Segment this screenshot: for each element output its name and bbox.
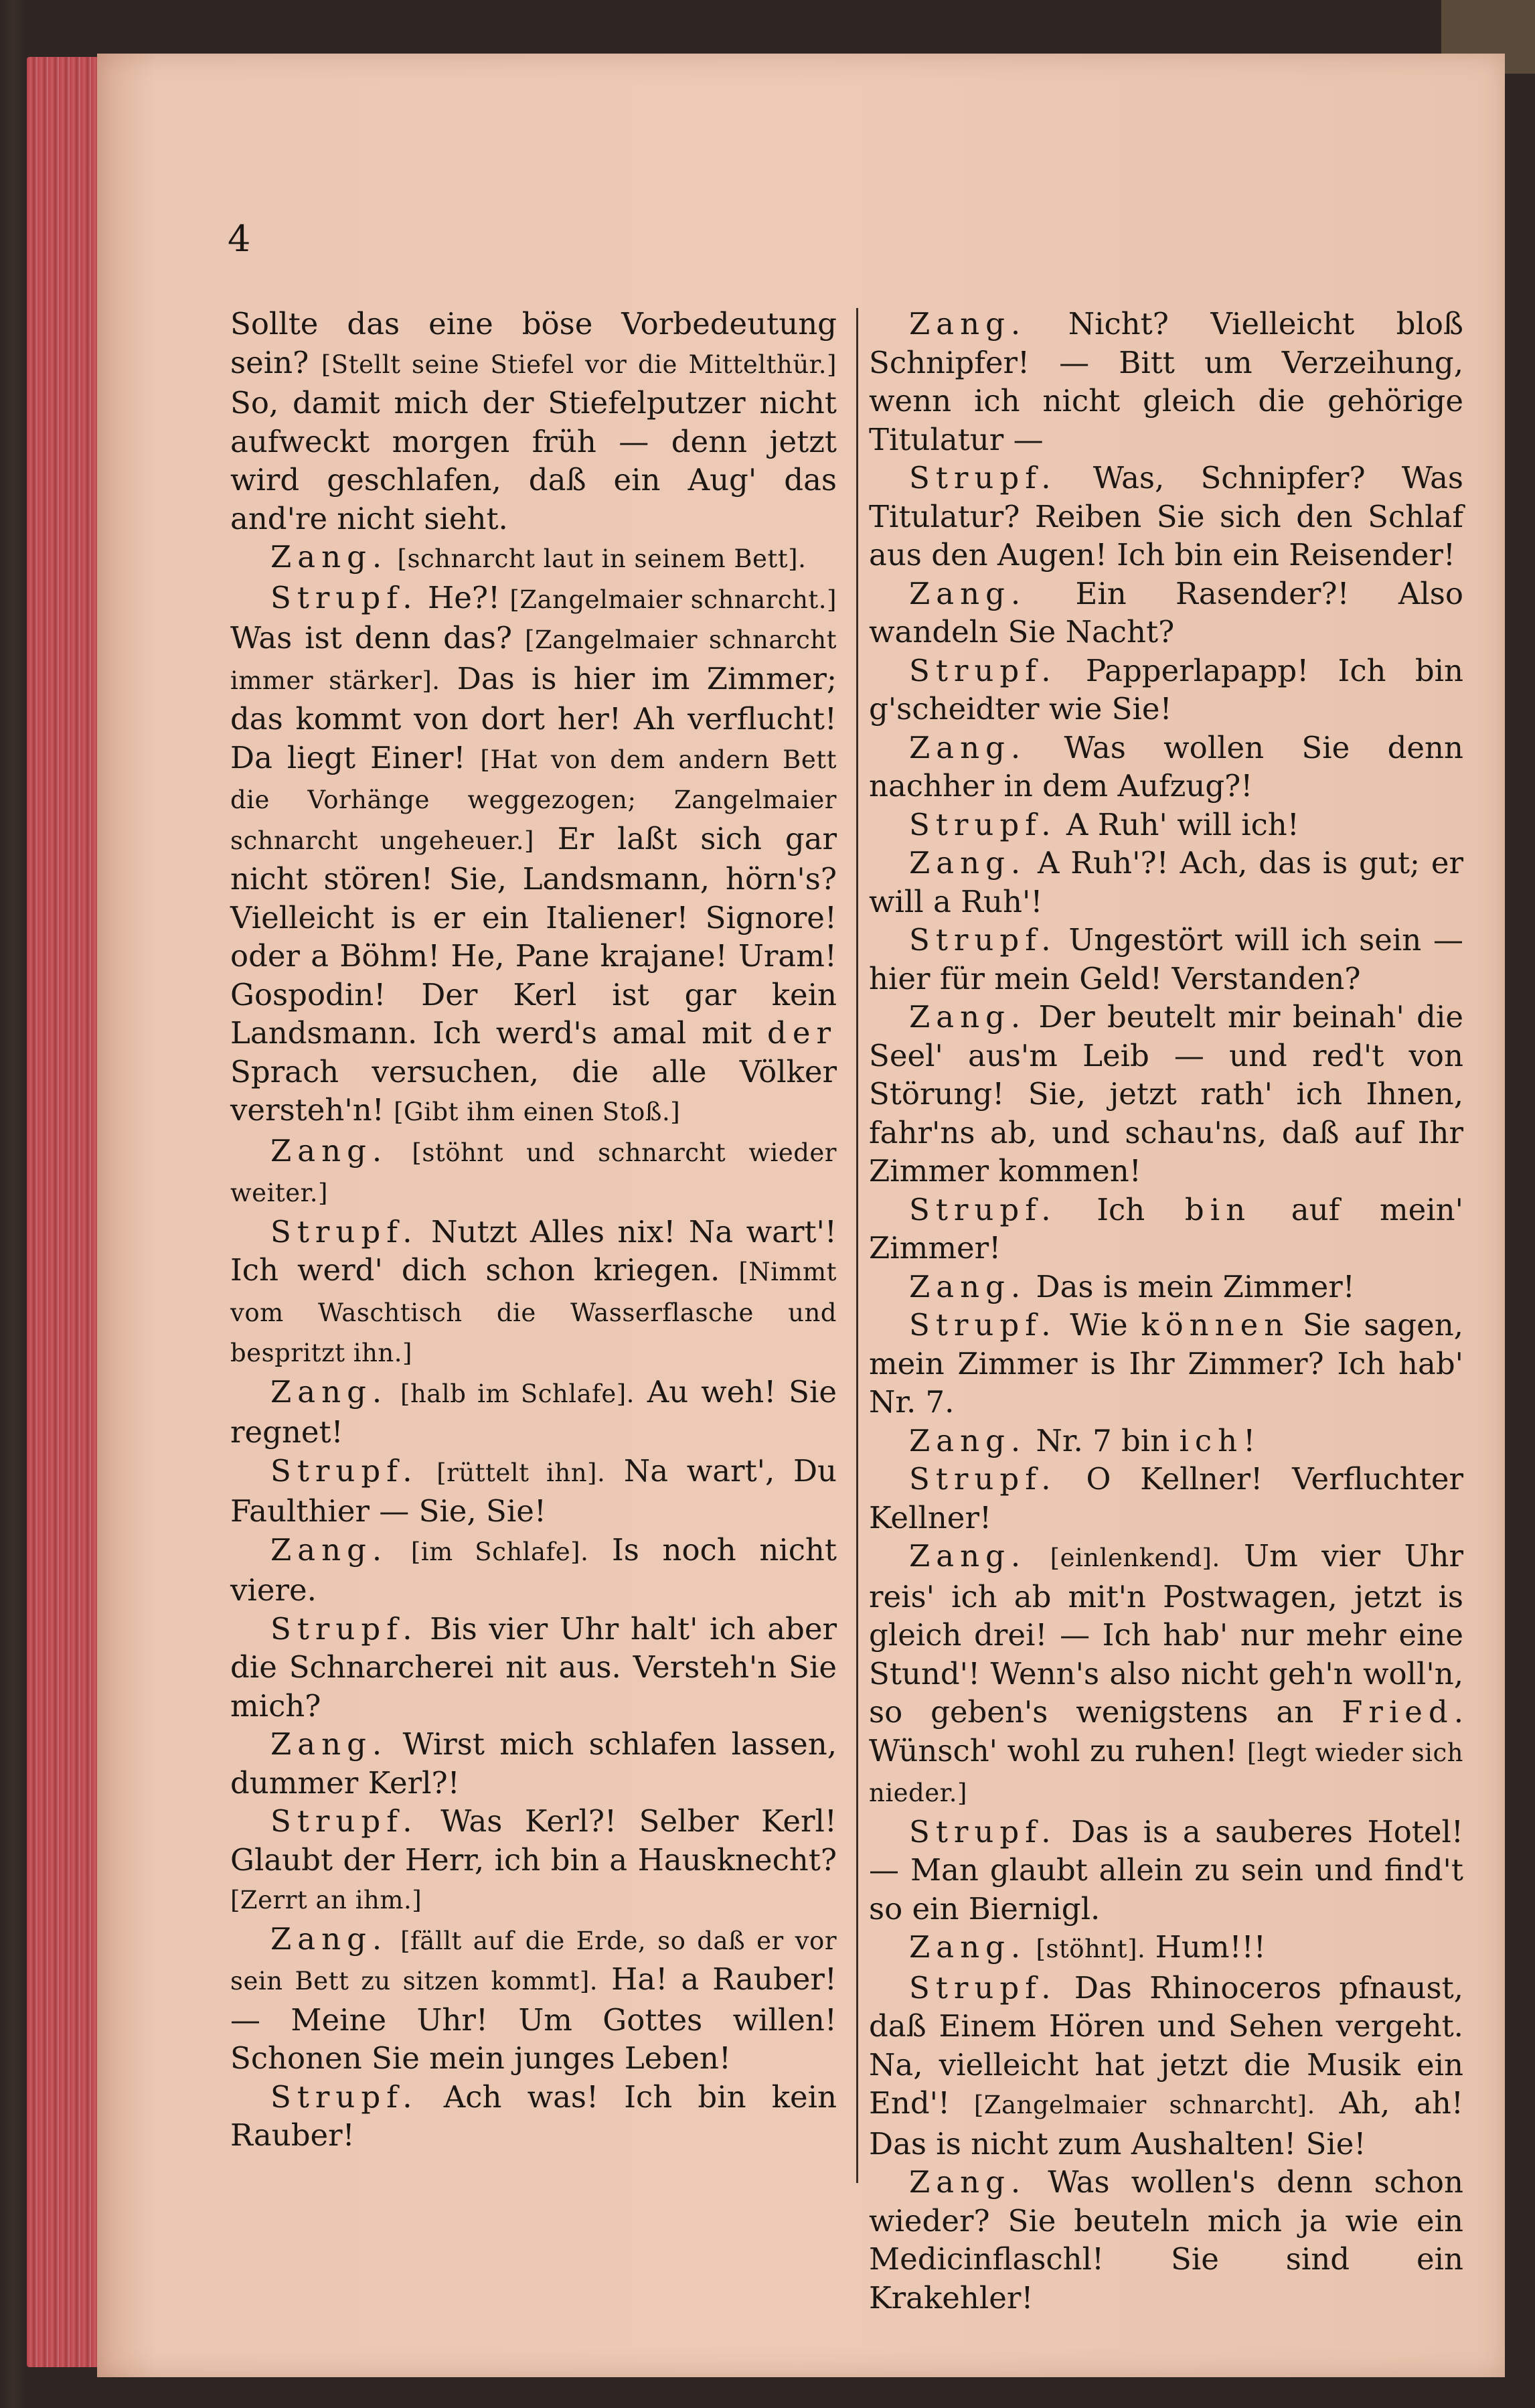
dialogue-text: Was wollen's denn schon wieder? Sie beuteln mich ja wie ein Medicinflaschl! Sie sind ein Krakehler! <box>869 2164 1463 2316</box>
speaker-name: Strupf. <box>909 1307 1057 1343</box>
stage-direction: [einlenkend]. <box>1050 1544 1220 1572</box>
dialogue-paragraph <box>869 1969 1463 2164</box>
dialogue-text: Ach was! Ich bin kein Rauber! <box>230 2079 837 2153</box>
stage-direction: [Gibt ihm einen Stoß.] <box>394 1098 681 1126</box>
dialogue-text: Was Kerl?! Selber Kerl! Glaubt der Herr, ich bin a Hausknecht? <box>230 1803 837 1878</box>
dialogue-paragraph <box>230 538 837 579</box>
dialogue-paragraph <box>230 2078 837 2155</box>
stage-direction: [stöhnt und schnarcht wieder weiter.] <box>230 1138 837 1207</box>
speaker-name: Strupf. <box>909 1813 1057 1850</box>
dialogue-text: Papperlapapp! Ich bin g'scheidter wie Sie! <box>869 652 1463 727</box>
dialogue-paragraph <box>869 1268 1463 1306</box>
speaker-name: Zang. <box>909 1538 1027 1574</box>
dialogue-text: Sie sagen, mein Zimmer is Ihr Zimmer? Ich hab' Nr. 7. <box>869 1307 1463 1420</box>
dialogue-text: Ha! a Rauber! — Meine Uhr! Um Gottes willen! Schonen Sie mein junges Leben! <box>230 1961 837 2076</box>
paragraph-text: Sollte das eine böse Vorbedeutung sein? <box>230 306 837 380</box>
dialogue-text: O Kellner! Verfluchter Kellner! <box>869 1461 1463 1535</box>
stage-direction: [legt wieder sich nieder.] <box>869 1738 1463 1807</box>
dialogue-text: A Ruh' will ich! <box>1066 806 1299 842</box>
stage-direction: [Hat von dem andern Bett die Vorhänge weggezogen; Zangelmaier schnarcht ungeheuer.] <box>230 745 837 855</box>
dialogue-paragraph <box>869 729 1463 806</box>
dialogue-text: Das is a sauberes Hotel! — Man glaubt allein zu sein und find't so ein Biernigl. <box>869 1813 1463 1927</box>
speaker-name: Strupf. <box>909 806 1057 842</box>
dialogue-text: Das is hier im Zimmer; das kommt von dort her! Ah verflucht! Da liegt Einer! <box>230 660 837 775</box>
dialogue-paragraph <box>869 652 1463 729</box>
stage-direction: [im Schlafe]. <box>410 1537 589 1566</box>
page-number: 4 <box>228 218 251 260</box>
speaker-name: Strupf. <box>909 1461 1057 1497</box>
dialogue-paragraph <box>230 579 837 1132</box>
dialogue-paragraph <box>230 1802 837 1920</box>
speaker-name: Strupf. <box>909 460 1057 496</box>
stage-direction: [stöhnt]. <box>1036 1935 1146 1963</box>
speaker-name: Strupf. <box>270 2079 418 2115</box>
dialogue-paragraph <box>230 1920 837 2078</box>
speaker-name: Strupf. <box>270 1213 418 1250</box>
dialogue-text: Das is mein Zimmer! <box>1036 1268 1355 1304</box>
dialogue-text: ! <box>1243 1422 1256 1458</box>
dialogue-paragraph <box>230 1213 837 1373</box>
dialogue-text: Ungestört will ich sein — hier für mein Geld! Verstanden? <box>869 922 1464 996</box>
dialogue-text: Der beutelt mir beinah' die Seel' aus'm Leib — und red't von Störung! Sie, jetzt rath' ich Ihnen, fahr'ns ab, und schau'ns, daß auf Ihr Zimmer kommen! <box>869 999 1463 1189</box>
stage-direction: [rüttelt ihn]. <box>436 1458 606 1487</box>
dialogue-text: Was ist denn das? <box>230 620 526 656</box>
dialogue-paragraph <box>230 1610 837 1726</box>
speaker-name: Zang. <box>909 306 1027 342</box>
dialogue-text: Was wollen Sie denn nachher in dem Aufzug?! <box>869 729 1464 804</box>
speaker-name: Zang. <box>270 1921 388 1957</box>
stage-direction: [schnarcht laut in seinem Bett]. <box>397 544 807 573</box>
dialogue-paragraph <box>869 1537 1463 1813</box>
dialogue-text: . Wünsch' wohl zu ruhen! <box>869 1694 1463 1769</box>
dialogue-text: Na wart', Du Faulthier — Sie, Sie! <box>230 1452 837 1529</box>
speaker-name: Strupf. <box>909 1969 1057 2006</box>
dialogue-text: A Ruh'?! Ach, das is gut; er will a Ruh'! <box>869 845 1464 919</box>
opening-paragraph <box>230 305 837 538</box>
dialogue-paragraph <box>869 459 1463 575</box>
speaker-name: Zang. <box>909 1422 1027 1458</box>
dialogue-text: Is noch nicht viere. <box>230 1531 837 1608</box>
dialogue-paragraph <box>869 844 1463 921</box>
dialogue-paragraph <box>230 1373 837 1452</box>
dialogue-text: Das Rhinoceros pfnaust, daß Einem Hören und Sehen vergeht. Na, vielleicht hat jetzt die Musik ein End'! <box>869 1969 1463 2121</box>
speaker-name: Zang. <box>909 1929 1027 1965</box>
dialogue-text: Nicht? Vielleicht bloß Schnipfer! — Bitt um Verzeihung, wenn ich nicht gleich die gehörige Titulatur — <box>869 306 1463 457</box>
dialogue-text: Hum!!! <box>1155 1929 1266 1965</box>
speaker-name: Strupf. <box>909 922 1057 958</box>
speaker-name: Zang. <box>270 1373 388 1410</box>
emphasized-text: Fried <box>1342 1694 1454 1730</box>
paragraph-text: So, damit mich der Stiefelputzer nicht aufweckt morgen früh — denn jetzt wird geschlafen, daß ein Aug' das and're nicht sieht. <box>230 385 837 536</box>
emphasized-text: können <box>1141 1307 1290 1343</box>
dialogue-text: Um vier Uhr reis' ich ab mit'n Postwagen, jetzt is gleich drei! — Ich hab' nur mehr eine Stund'! Wenn's also nicht geh'n woll'n, so geben's wenigstens an <box>869 1538 1463 1730</box>
dialogue-text: He?! <box>427 579 510 615</box>
dialogue-text: Was, Schnipfer? Was Titulatur? Reiben Sie sich den Schlaf aus den Augen! Ich bin ein Reisender! <box>869 460 1463 573</box>
dialogue-paragraph <box>869 1306 1463 1422</box>
dialogue-paragraph <box>869 998 1463 1191</box>
left-column <box>230 305 837 2155</box>
stage-direction: [Zangelmaier schnarcht.] <box>509 585 837 614</box>
dialogue-paragraph <box>869 575 1463 652</box>
right-column <box>869 305 1463 2317</box>
dialogue-paragraph <box>230 1531 837 1610</box>
dialogue-paragraph <box>869 1928 1463 1969</box>
dialogue-text: Sprach versuchen, die alle Völker versteh'n! <box>230 1053 837 1128</box>
dialogue-paragraph <box>869 1813 1463 1929</box>
dialogue-text: Au weh! Sie regnet! <box>230 1373 837 1450</box>
dialogue-text: Nutzt Alles nix! Na wart'! Ich werd' dich schon kriegen. <box>230 1213 837 1288</box>
stage-direction: [Zangelmaier schnarcht immer stärker]. <box>230 625 837 695</box>
dialogue-paragraph <box>869 921 1463 998</box>
emphasized-text: bin <box>1184 1191 1252 1227</box>
dialogue-paragraph <box>869 806 1463 844</box>
stage-direction: [Stellt seine Stiefel vor die Mittelthür.] <box>321 350 837 379</box>
stage-direction: [Zangelmaier schnarcht]. <box>973 2091 1315 2119</box>
stage-direction: [fällt auf die Erde, so daß er vor sein Bett zu sitzen kommt]. <box>230 1926 837 1996</box>
speaker-name: Zang. <box>270 1726 388 1762</box>
dialogue-text: Er laßt sich gar nicht stören! Sie, Landsmann, hörn's? Vielleicht is er ein Italiener! Signore! oder a Böhm! He, Pane krajane! Uram! Gospodin! Der Kerl ist gar kein Landsmann. Ich werd's amal mit <box>230 820 837 1051</box>
stage-direction: [halb im Schlafe]. <box>400 1379 635 1408</box>
speaker-name: Strupf. <box>270 1803 418 1839</box>
emphasized-text: der <box>767 1015 837 1051</box>
emphasized-text: ich <box>1179 1422 1244 1458</box>
speaker-name: Zang. <box>909 729 1027 765</box>
speaker-name: Zang. <box>270 539 388 575</box>
dialogue-text: Bis vier Uhr halt' ich aber die Schnarcherei nit aus. Versteh'n Sie mich? <box>230 1610 837 1724</box>
dialogue-paragraph <box>230 1132 837 1213</box>
page-edges <box>27 57 100 2367</box>
dialogue-text: Ah, ah! Das is nicht zum Aushalten! Sie! <box>869 2085 1463 2162</box>
speaker-name: Zang. <box>909 845 1027 881</box>
dialogue-paragraph <box>230 1725 837 1802</box>
speaker-name: Strupf. <box>270 1452 418 1489</box>
stage-direction: [Zerrt an ihm.] <box>230 1886 422 1914</box>
speaker-name: Strupf. <box>270 579 418 615</box>
dialogue-text: Ein Rasender?! Also wandeln Sie Nacht? <box>869 575 1463 650</box>
dialogue-paragraph <box>869 1422 1463 1460</box>
dialogue-text: Ich <box>1097 1191 1185 1227</box>
dialogue-paragraph <box>869 2163 1463 2317</box>
dialogue-paragraph <box>230 1452 837 1531</box>
dialogue-paragraph <box>869 1191 1463 1268</box>
speaker-name: Zang. <box>909 2164 1027 2200</box>
speaker-name: Zang. <box>270 1132 388 1169</box>
dialogue-text: Wirst mich schlafen lassen, dummer Kerl?! <box>230 1726 837 1801</box>
dialogue-text: Wie <box>1070 1307 1141 1343</box>
dialogue-paragraph <box>869 305 1463 459</box>
speaker-name: Strupf. <box>909 652 1057 688</box>
speaker-name: Strupf. <box>909 1191 1057 1227</box>
column-divider <box>856 308 858 2183</box>
stage-direction: [Nimmt vom Waschtisch die Wasserflasche und bespritzt ihn.] <box>230 1258 837 1367</box>
dialogue-paragraph <box>869 1460 1463 1537</box>
dialogue-text: auf mein' Zimmer! <box>869 1191 1463 1266</box>
speaker-name: Zang. <box>909 999 1027 1035</box>
speaker-name: Strupf. <box>270 1610 418 1647</box>
speaker-name: Zang. <box>270 1531 388 1568</box>
dialogue-text: Nr. 7 bin <box>1036 1422 1180 1458</box>
speaker-name: Zang. <box>909 575 1027 611</box>
speaker-name: Zang. <box>909 1268 1027 1304</box>
